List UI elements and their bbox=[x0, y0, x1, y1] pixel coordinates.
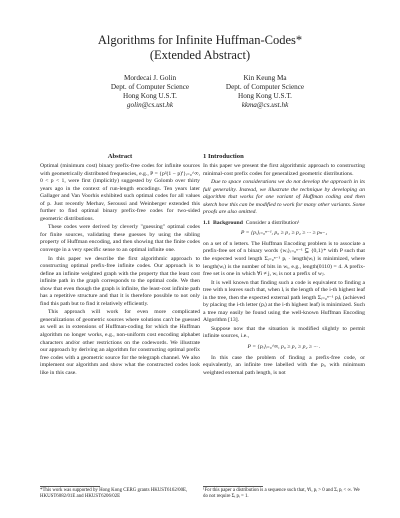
subsection-text: Consider a distribution¹ bbox=[245, 219, 300, 226]
author-email: kkma@cs.ust.hk bbox=[241, 101, 289, 109]
intro-paragraph: Suppose now that the situation is modified slightly to permit infinite sources, i.e., bbox=[203, 325, 365, 340]
author-block-1 bbox=[95, 74, 205, 110]
author-dept: Dept. of Computer Science bbox=[110, 83, 190, 91]
author-email: golin@cs.ust.hk bbox=[126, 101, 174, 109]
author-inst: Hong Kong U.S.T. bbox=[123, 92, 177, 100]
abstract-heading: Abstract bbox=[107, 153, 133, 160]
abstract-paragraph: This approach will work for even more complicated generalizations of geometric sources where solutions can't be guessed as well as in extensions of Huffman-coding for which the Huffman algorithm no longer works, e.g., non-uniform cost encoding alphabet characters and/or other restrictions on the codewords. We illustrate our approach by deriving an algorithm for constructing optimal prefix free codes with a geometric source for the telegraph channel. We also implement our algorithm and show what the constructed codes look like in this case. bbox=[40, 309, 200, 376]
abstract-column bbox=[40, 152, 200, 378]
intro-paragraph: In this case the problem of finding a prefix-free code, or equivalently, an infinite tree labelled with the pᵢ, with minimum weighted external path length, is not bbox=[203, 354, 365, 376]
paper-title: Algorithms for Infinite Huffman-Codes* bbox=[97, 33, 303, 47]
author-inst: Hong Kong U.S.T. bbox=[238, 92, 292, 100]
subsection-number: 1.1 bbox=[203, 219, 211, 226]
intro-paragraph: In this paper we present the first algorithmic approach to constructing minimal-cost prefix codes for generalized geometric distributions. bbox=[203, 163, 365, 177]
footnote-left: *This work was supported by Hong Kong CERG grants HKUST6162/00E, HKUST6082/01E and HKUST6206/02E bbox=[40, 488, 188, 500]
abstract-paragraph: These codes were derived by cleverly "guessing" optimal codes for finite sources, validating these guesses by using the sibling property of Huffman encoding, and then showing that the finite codes converge in a very specific sense to an optimal infinite one. bbox=[40, 224, 200, 254]
paper-subtitle: (Extended Abstract) bbox=[149, 48, 251, 62]
footnote-right: ¹For this paper a distribution is a sequence such that, ∀i, pᵢ > 0 and Σᵢ pᵢ < ∞. We do not require Σᵢ pᵢ = 1. bbox=[203, 488, 360, 500]
author-block-2 bbox=[210, 74, 320, 110]
intro-note-paragraph: Due to space considerations we do not develop the approach in its full generality. Instead, we illustrate the technique by developing an algorithm that works for one variant of Huffman coding and then sketch how this can be modified to work for many other variants. Some proofs are also omitted. bbox=[203, 179, 365, 216]
subsection-title: Background bbox=[212, 219, 243, 226]
abstract-paragraph: In this paper we describe the first algorithmic approach to constructing optimal prefix-free infinite codes. Our approach is to define an infinite weighted graph with the property that the least cost infinite path in the graph corresponds to the optimal code. We then show that even though the graph is infinite, the least-cost infinite path has a repetitive structure and that it is therefore possible to not only find this path but to find it relatively efficiently. bbox=[40, 255, 200, 307]
abstract-paragraph: Optimal (minimum cost) binary prefix-free codes for infinite sources with geometrically distributed frequencies, e.g., P = {p²(1 − p)ⁱ}ᵢ₌₀^∞, 0 < p < 1, were first (implicitly) suggested by Golomb over thirty years ago in the context of run-length encodings. Ten years later Gallager and Van Voorhis exhibited such optimal codes for all values of p. Just recently Merhav, Seroussi and Weinberger extended this further to find optimal binary prefix-free codes for two-sided geometric distributions. bbox=[40, 163, 200, 222]
author-name: Kin Keung Ma bbox=[243, 74, 287, 82]
intro-paragraph: on a set of n letters. The Huffman Encoding problem is to associate a prefix-free set of n binary words {wᵢ}ᵢ₌₀ⁿ⁻¹ ⊆ {0,1}* with P such that the expected word length Σᵢ₌₀ⁿ⁻¹ pᵢ · length(wᵢ) is minimized, where length(wᵢ) is the number of bits in wᵢ, e.g., length(0110) = 4. A prefix-free set is one in which ∀i ≠ j, wᵢ is not a prefix of wⱼ. bbox=[203, 240, 365, 278]
subsection-lead bbox=[203, 220, 365, 228]
intro-paragraph: It is well known that finding such a code is equivalent to finding a tree with n leaves such that, when lᵢ is the length of the i-th highest leaf in the tree, then the expected external path length Σᵢ₌₀ⁿ⁻¹ pᵢlᵢ (achieved by placing the i-th letter (pᵢ) at the i-th highest leaf) is minimized. Such a tree may easily be found using the well-known Huffman Encoding Algorithm [13]. bbox=[203, 279, 365, 324]
section-heading: 1 Introduction bbox=[203, 153, 244, 160]
introduction-column bbox=[203, 152, 365, 378]
author-dept: Dept. of Computer Science bbox=[225, 83, 305, 91]
equation: P = {pᵢ}ᵢ₌₀^∞, p₀ ≥ p₁ ≥ p₂ ≥ ··· . bbox=[247, 344, 321, 351]
equation: P = {pᵢ}ᵢ₌₀ⁿ⁻¹, p₀ ≥ p₁ ≥ p₂ ≥ ··· ≥ pₙ₋₁ bbox=[240, 230, 328, 237]
author-name: Mordecai J. Golin bbox=[123, 74, 177, 82]
footnote-rule bbox=[40, 486, 100, 487]
footnote-rule bbox=[203, 486, 263, 487]
